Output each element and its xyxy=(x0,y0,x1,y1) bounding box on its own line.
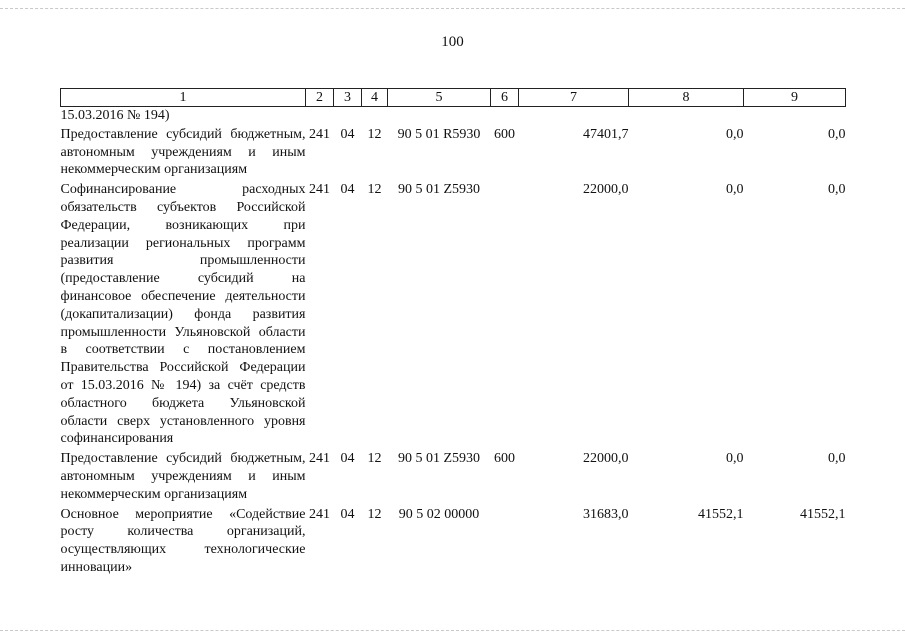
row-code-4: 12 xyxy=(367,126,382,142)
column-header-6: 6 xyxy=(491,89,519,107)
table-row xyxy=(61,505,846,578)
column-header-9: 9 xyxy=(744,89,846,107)
row-name: Предоставление субсидий бюджетным, автономным учреждениям и иным некоммерческим организациям xyxy=(60,451,306,502)
row-amount-7: 22000,0 xyxy=(583,182,629,198)
row-code-2: 241 xyxy=(309,126,330,142)
row-amount-8: 0,0 xyxy=(726,451,744,467)
row-amount-7: 47401,7 xyxy=(583,126,629,142)
budget-table xyxy=(60,88,846,578)
row-amount-8: 41552,1 xyxy=(698,506,744,522)
table-row xyxy=(61,449,846,504)
row-name: Основное мероприятие «Содействие росту количества организаций, осуществляющих технологические инновации» xyxy=(60,506,306,575)
row-amount-7: 31683,0 xyxy=(583,506,629,522)
row-code-5: 90 5 01 Z5930 xyxy=(397,451,481,467)
column-header-8: 8 xyxy=(629,89,744,107)
row-amount-8: 0,0 xyxy=(726,182,744,198)
row-code-6 xyxy=(491,180,519,449)
row-name: Софинансирование расходных обязательств субъектов Российской Федерации, возникающих при реализации региональных программ развития промышленности (предоставление субсидий на финансовое обеспечение деятельности (докапитализации) фонда развития промышленности Ульяновской области в соответствии с постановлением Правительства Российской Федерации от 15.03.2016 № 194) за счёт средств областного бюджета Ульяновской области сверх установленного уровня софинансирования xyxy=(60,182,306,447)
row-amount-9: 0,0 xyxy=(828,182,846,198)
top-edge-rule xyxy=(0,8,905,9)
row-code-4: 12 xyxy=(367,506,382,522)
column-header-7: 7 xyxy=(519,89,629,107)
row-code-6: 600 xyxy=(494,451,515,467)
table-row xyxy=(61,180,846,449)
continuation-row xyxy=(61,107,846,125)
column-header-2: 2 xyxy=(306,89,334,107)
row-code-4: 12 xyxy=(367,182,382,198)
bottom-edge-rule xyxy=(0,630,905,631)
table-row xyxy=(61,125,846,180)
row-amount-7: 22000,0 xyxy=(583,451,629,467)
column-header-4: 4 xyxy=(362,89,388,107)
row-amount-9: 0,0 xyxy=(828,126,846,142)
row-code-3: 04 xyxy=(340,182,355,198)
row-code-5: 90 5 02 00000 xyxy=(398,506,480,522)
row-code-5: 90 5 01 R5930 xyxy=(397,126,481,142)
row-code-3: 04 xyxy=(340,451,355,467)
row-code-2: 241 xyxy=(309,506,330,522)
header-row xyxy=(61,89,846,107)
row-amount-9: 41552,1 xyxy=(800,506,846,522)
column-header-1: 1 xyxy=(61,89,306,107)
column-header-3: 3 xyxy=(334,89,362,107)
row-amount-9: 0,0 xyxy=(828,451,846,467)
row-name: Предоставление субсидий бюджетным, автономным учреждениям и иным некоммерческим организациям xyxy=(60,126,306,178)
row-code-5: 90 5 01 Z5930 xyxy=(397,182,481,198)
row-code-2: 241 xyxy=(309,451,330,467)
row-amount-8: 0,0 xyxy=(726,126,744,142)
row-code-3: 04 xyxy=(340,126,355,142)
row-code-6: 600 xyxy=(494,126,515,142)
row-code-3: 04 xyxy=(340,506,355,522)
column-header-5: 5 xyxy=(388,89,491,107)
page-number: 100 xyxy=(441,34,464,50)
row-code-6 xyxy=(491,505,519,578)
row-code-2: 241 xyxy=(309,182,330,198)
row-code-4: 12 xyxy=(367,451,382,467)
continuation-text: 15.03.2016 № 194) xyxy=(60,108,170,123)
